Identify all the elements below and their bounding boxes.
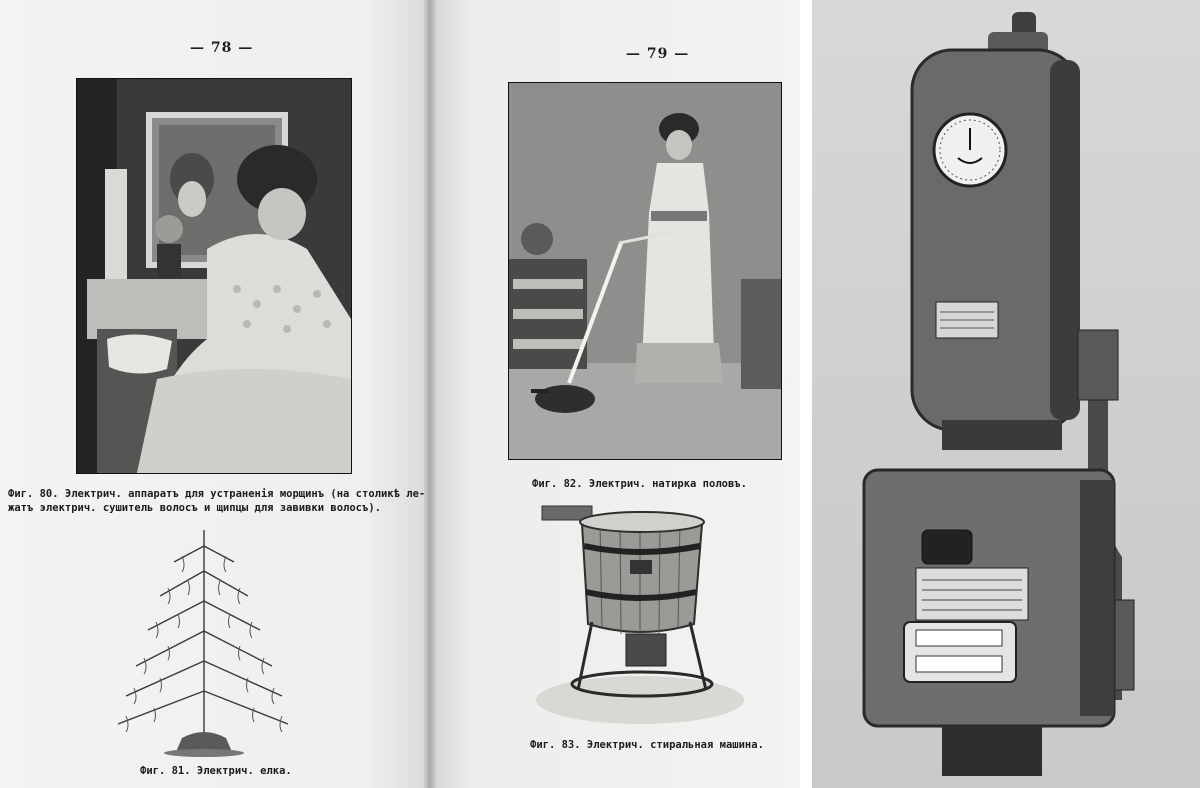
fig80-photo [76, 78, 352, 474]
fig81-caption: Фиг. 81. Электрич. елка. [140, 765, 292, 777]
fig81-electric-tree-drawing [112, 526, 292, 758]
fig80-caption-line1: Фиг. 80. Электрич. аппаратъ для устраненія морщинъ (на столикѣ ле- [8, 488, 426, 500]
fig82-caption: Фиг. 82. Электрич. натирка половъ. [532, 478, 747, 490]
electric-meter-photo [812, 0, 1200, 788]
fig83-washing-machine-drawing [530, 494, 746, 730]
book-gutter [424, 0, 436, 788]
fig80-caption-line2: жатъ электрич. сушитель волосъ и щипцы для завивки волосъ). [8, 502, 381, 514]
fig83-caption: Фиг. 83. Электрич. стиральная машина. [530, 739, 764, 751]
fig82-photo [508, 82, 782, 460]
page-number-78: — 78 — [190, 40, 254, 56]
page-number-79: — 79 — [626, 46, 690, 62]
